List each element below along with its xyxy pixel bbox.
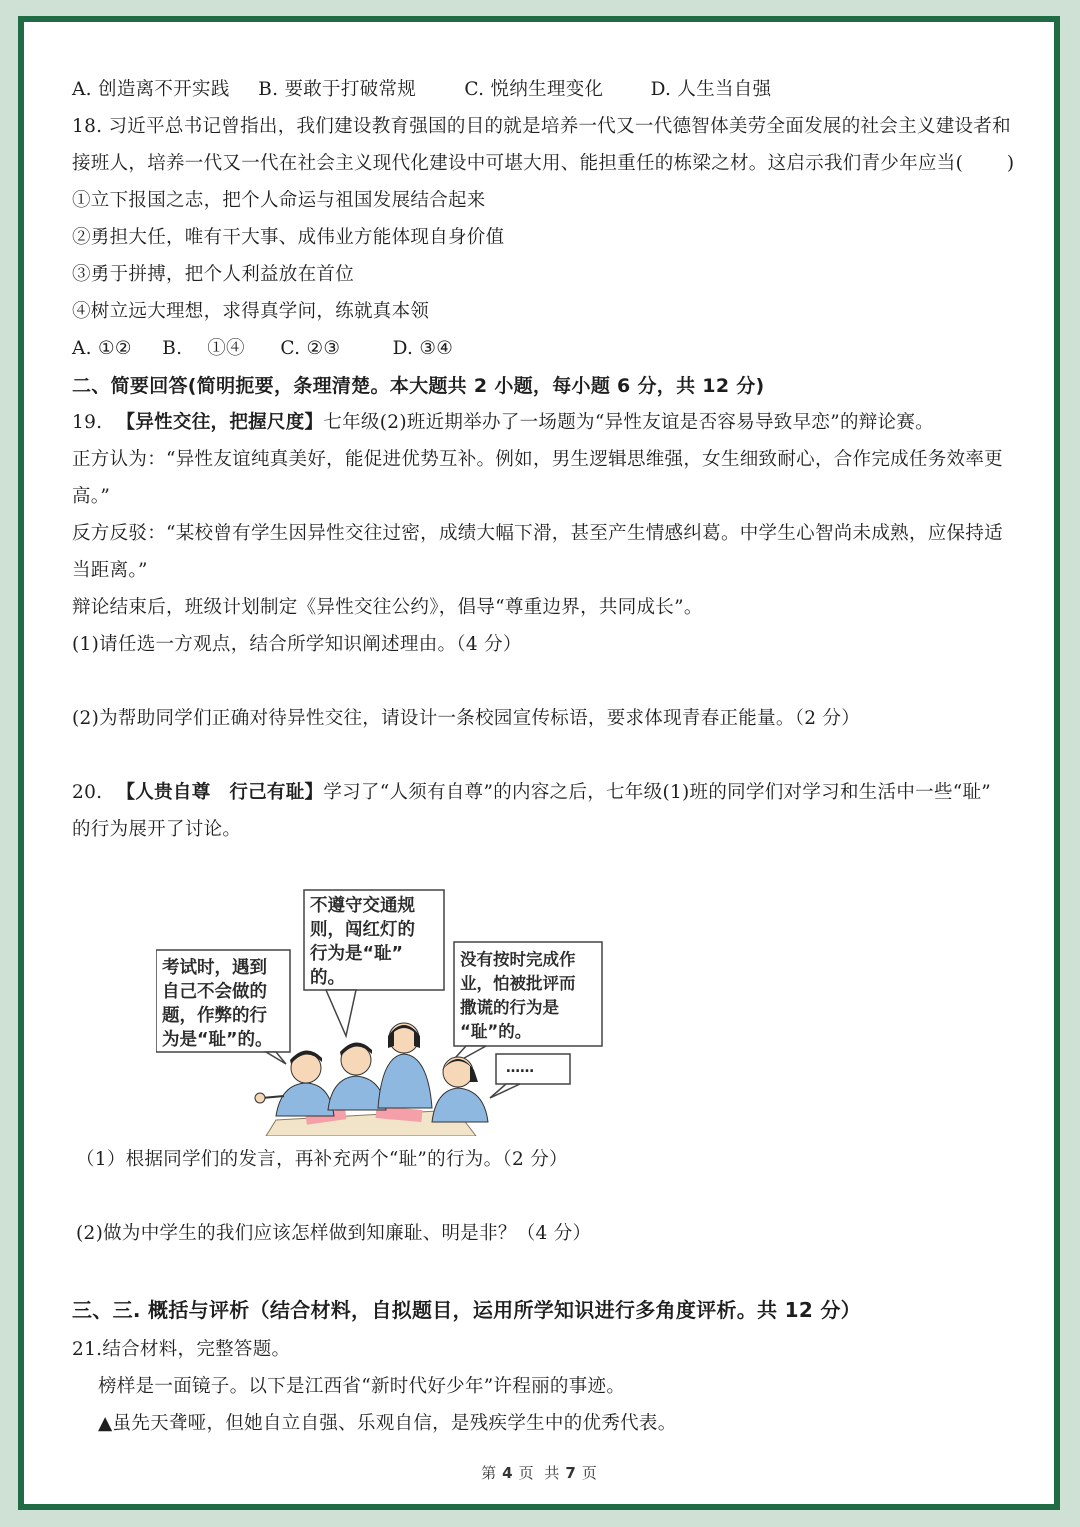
footer-total-pages: 7	[565, 1464, 576, 1482]
q18-option-d: D. ③④	[392, 338, 454, 359]
q20-intro-line1	[72, 781, 991, 805]
q19-sub-question-1: (1)请任选一方观点，结合所学知识阐述理由。（4 分）	[72, 634, 522, 655]
option-d: D. 人生当自强	[650, 79, 772, 100]
q19-pro-line1: 正方认为：“异性友谊纯真美好，能促进优势互补。例如，男生逻辑思维强，女生细致耐心，合作完成任务效率更	[72, 449, 1003, 470]
q18-options	[72, 337, 453, 361]
discussion-illustration	[156, 886, 606, 1136]
q19-con-line2: 当距离。”	[72, 560, 148, 581]
q18-item-3: ③勇于拼搏，把个人利益放在首位	[72, 264, 355, 285]
q18-stem-line2: 接班人，培养一代又一代在社会主义现代化建设中可堪大用、能担重任的栋梁之材。这启示我们青少年应当( )	[72, 153, 1015, 174]
section-2-title: 二、简要回答(简明扼要，条理清楚。本大题共 2 小题，每小题 6 分，共 12 分)	[72, 375, 765, 397]
option-b: B. 要敢于打破常规	[258, 79, 417, 100]
footer-page-number: 4	[502, 1464, 513, 1482]
section-3-title: 三、三. 概括与评析（结合材料，自拟题目，运用所学知识进行多角度评析。共 12 分）	[72, 1298, 861, 1322]
exam-page	[18, 16, 1060, 1510]
q18-item-1: ①立下报国之志，把个人命运与祖国发展结合起来	[72, 190, 486, 211]
footer-label-3: 共	[544, 1464, 560, 1482]
q21-intro: 21.结合材料，完整答题。	[72, 1339, 291, 1360]
q19-tag: 【异性交往，把握尺度】	[116, 412, 324, 433]
q21-material-line1: 榜样是一面镜子。以下是江西省“新时代好少年”许程丽的事迹。	[98, 1376, 626, 1397]
q19-sub-question-2: (2)为帮助同学们正确对待异性交往，请设计一条校园宣传标语，要求体现青春正能量。（2 分）	[72, 708, 861, 729]
q18-option-a: A. ①②	[72, 338, 132, 359]
bubble-text-small: ……	[506, 1060, 534, 1076]
q18-option-b: B. ①④	[162, 338, 245, 359]
q20-intro-text: 学习了“人须有自尊”的内容之后，七年级(1)班的同学们对学习和生活中一些“耻”	[323, 782, 992, 803]
q19-intro-text: 七年级(2)班近期举办了一场题为“异性友谊是否容易导致早恋”的辩论赛。	[323, 412, 934, 433]
footer-label-4: 页	[581, 1464, 597, 1482]
bubble-text-middle: 不遵守交通规 则，闯红灯的 行为是“耻” 的。	[310, 896, 415, 988]
option-a: A. 创造离不开实践	[72, 79, 230, 100]
q17-options	[72, 78, 771, 102]
bubble-text-left: 考试时，遇到 自己不会做的 题，作弊的行 为是“耻”的。	[162, 958, 273, 1050]
footer-label-2: 页	[518, 1464, 534, 1482]
q20-sub-question-2: (2)做为中学生的我们应该怎样做到知廉耻、明是非？（4 分）	[76, 1223, 592, 1244]
q20-intro-line2: 的行为展开了讨论。	[72, 819, 242, 840]
q18-item-4: ④树立远大理想，求得真学问，练就真本领	[72, 301, 430, 322]
q19-pro-line2: 高。”	[72, 486, 111, 507]
q18-option-c: C. ②③	[280, 338, 341, 359]
q18-item-2: ②勇担大任，唯有干大事、成伟业方能体现自身价值	[72, 227, 505, 248]
bubble-text-right: 没有按时完成作 业，怕被批评而 撒谎的行为是 “耻”的。	[460, 950, 576, 1041]
q20-number: 20.	[72, 782, 103, 803]
footer-label-1: 第	[481, 1464, 497, 1482]
q20-sub-question-1: （1）根据同学们的发言，再补充两个“耻”的行为。（2 分）	[76, 1149, 568, 1170]
page-footer	[24, 1462, 1054, 1483]
option-c: C. 悦纳生理变化	[464, 79, 604, 100]
q19-intro	[72, 411, 934, 435]
q19-after: 辩论结束后，班级计划制定《异性交往公约》，倡导“尊重边界，共同成长”。	[72, 597, 703, 618]
q18-stem-line1: 18. 习近平总书记曾指出，我们建设教育强国的目的就是培养一代又一代德智体美劳全面发展的社会主义建设者和	[72, 116, 1011, 137]
q19-con-line1: 反方反驳：“某校曾有学生因异性交往过密，成绩大幅下滑，甚至产生情感纠葛。中学生心智尚未成熟，应保持适	[72, 523, 1003, 544]
q20-tag: 【人贵自尊 行己有耻】	[116, 782, 324, 803]
q19-number: 19.	[72, 412, 103, 433]
q21-material-line2: ▲虽先天聋哑，但她自立自强、乐观自信，是残疾学生中的优秀代表。	[98, 1413, 677, 1434]
